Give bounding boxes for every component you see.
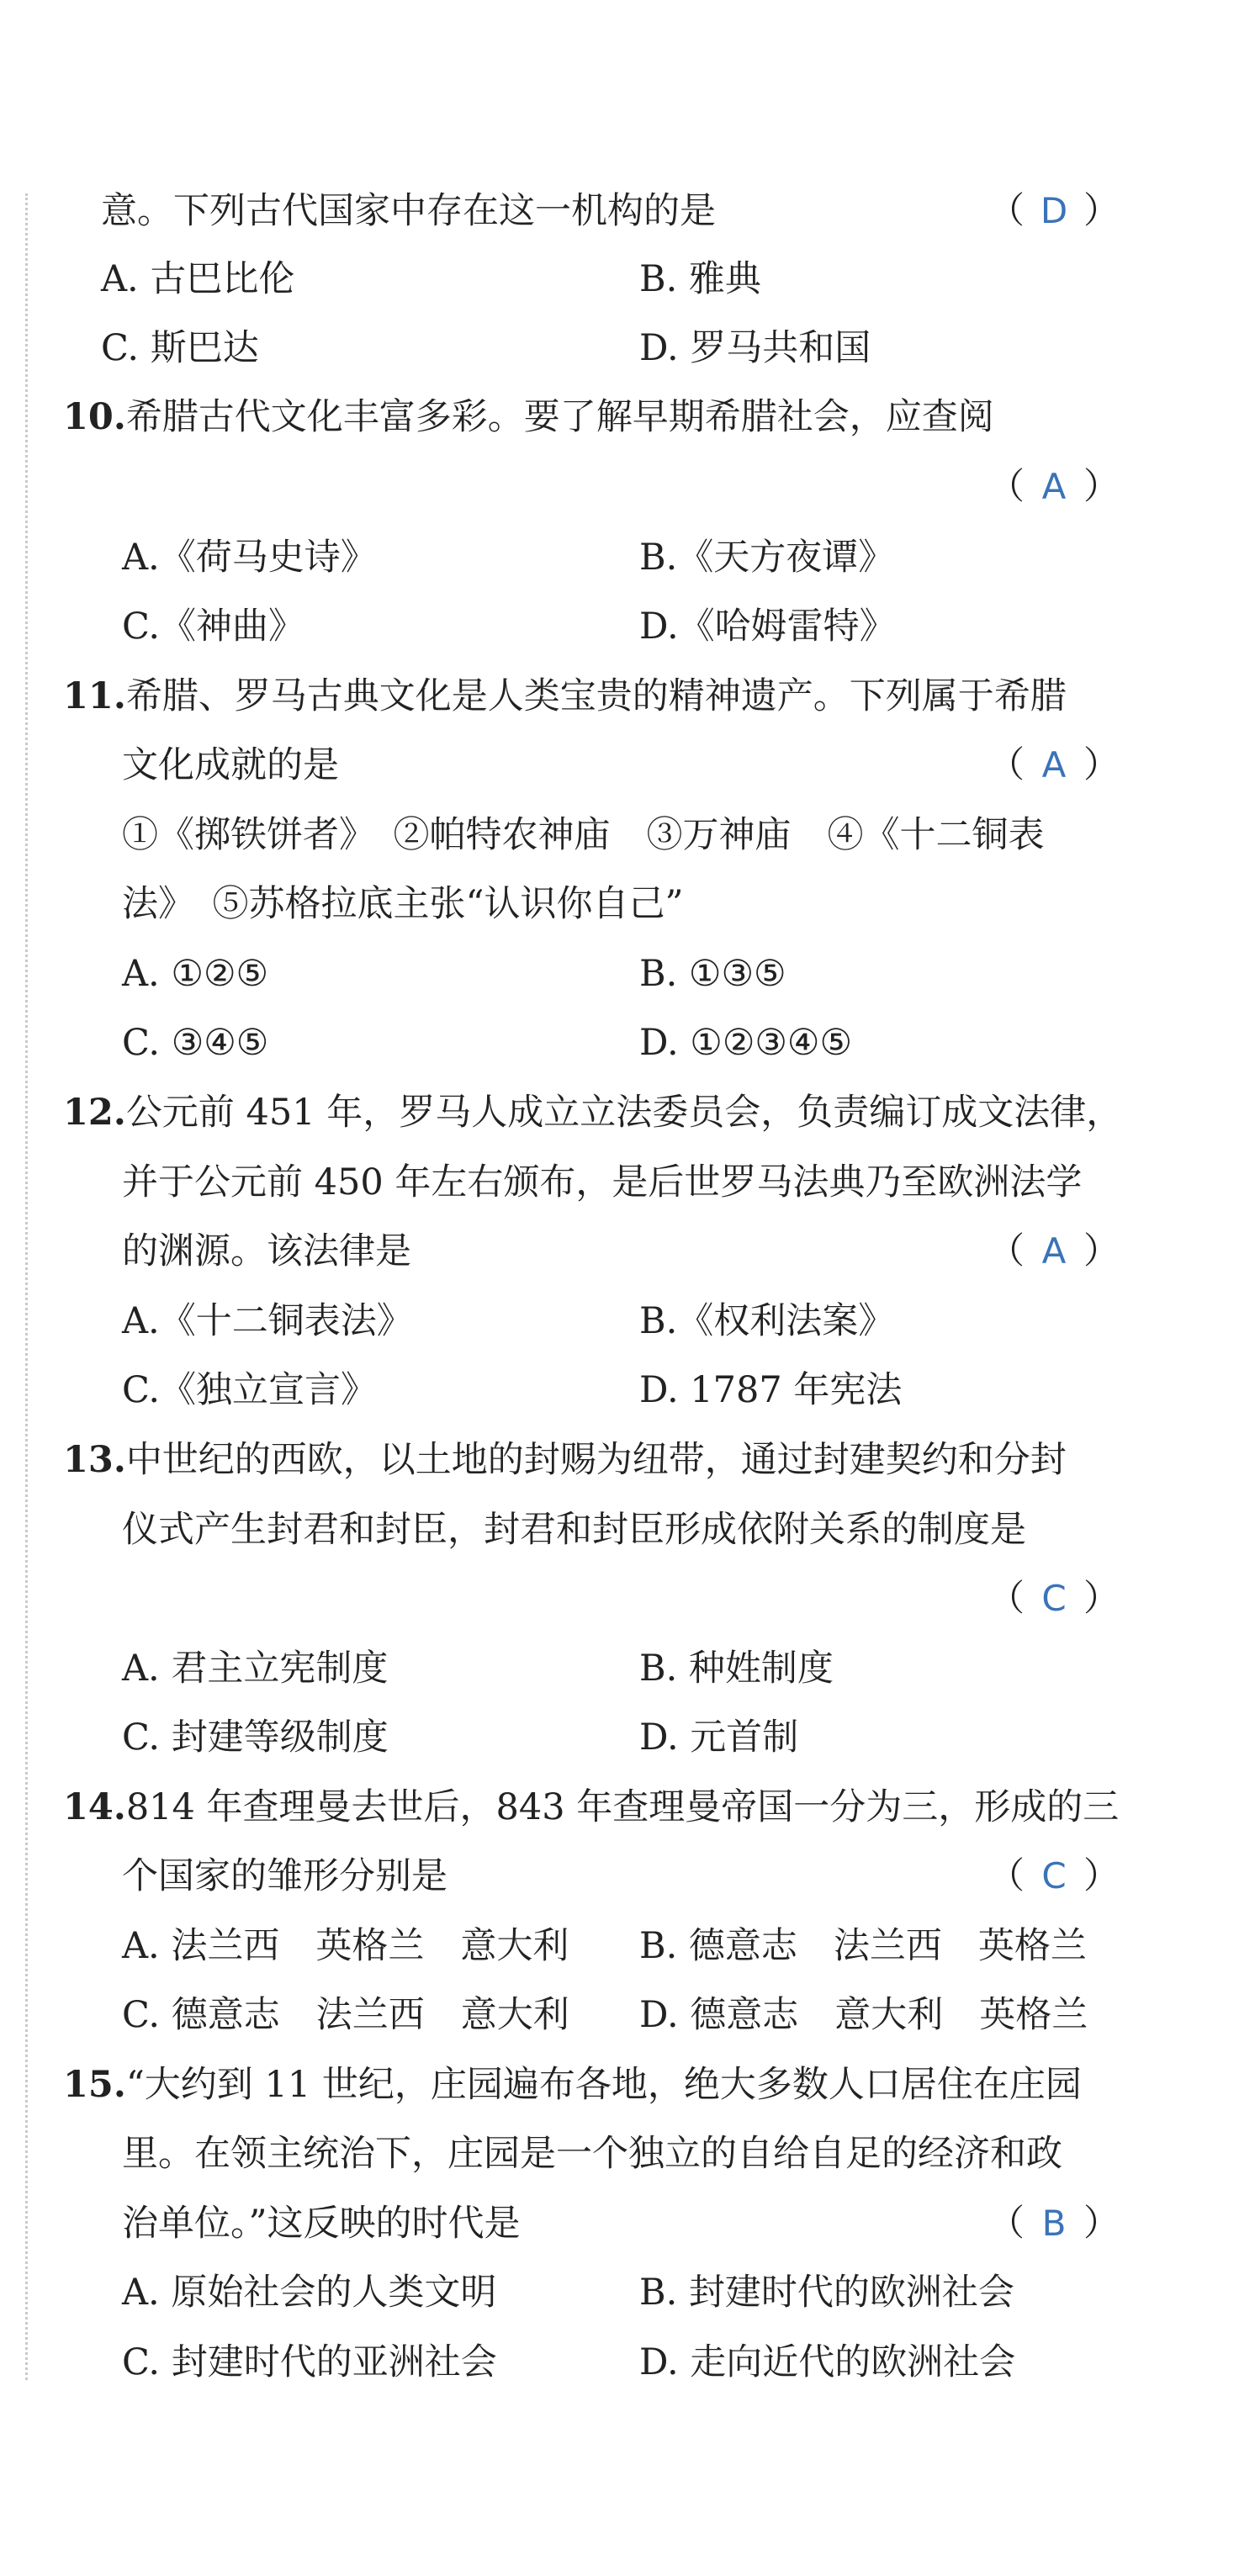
bracket-close: ）: [1083, 1230, 1120, 1272]
bracket-close: ）: [1083, 744, 1120, 786]
q13-answer: C: [1041, 1578, 1067, 1619]
q9-stem: 意。下列古代国家中存在这一机构的是: [101, 190, 716, 232]
q13-answer-bracket: [988, 1577, 1120, 1621]
q13-number: 13.: [63, 1439, 126, 1481]
bracket-open: （: [988, 1855, 1025, 1897]
q11-stem-text: 希腊、罗马古典文化是人类宝贵的精神遗产。下列属于希腊: [125, 675, 1067, 717]
q13-option-c: C. 封建等级制度: [122, 1716, 389, 1759]
q9-answer-bracket: [988, 189, 1120, 233]
q14-option-b: B. 德意志 法兰西 英格兰: [639, 1925, 1087, 1967]
bracket-close: ）: [1083, 190, 1120, 232]
q12-answer: A: [1041, 1230, 1067, 1272]
q10-answer: A: [1041, 466, 1067, 507]
q13-stem-line1: [63, 1438, 1067, 1482]
bracket-open: （: [988, 1578, 1025, 1620]
q11-answer-bracket: [988, 743, 1120, 787]
q11-items-line1: ①《掷铁饼者》 ②帕特农神庙 ③万神庙 ④《十二铜表: [122, 814, 1045, 856]
bracket-open: （: [988, 466, 1025, 508]
bracket-open: （: [988, 190, 1025, 232]
q10-number: 10.: [63, 396, 126, 438]
q10-answer-bracket: [988, 465, 1120, 509]
q15-stem-text: “大约到 11 世纪，庄园遍布各地，绝大多数人口居住在庄园: [125, 2064, 1082, 2106]
q13-option-a: A. 君主立宪制度: [122, 1648, 389, 1690]
q15-answer-bracket: [988, 2202, 1120, 2245]
q15-stem-line2: 里。在领主统治下，庄园是一个独立的自给自足的经济和政: [122, 2133, 1062, 2175]
q14-answer-bracket: [988, 1854, 1120, 1898]
q9-option-d: D. 罗马共和国: [639, 327, 871, 369]
q13-stem-text: 中世纪的西欧，以土地的封赐为纽带，通过封建契约和分封: [125, 1439, 1067, 1481]
q15-option-c: C. 封建时代的亚洲社会: [122, 2341, 497, 2383]
q11-option-a: A. ①②⑤: [122, 953, 269, 995]
q14-stem-text: 814 年查理曼去世后，843 年查理曼帝国一分为三，形成的三: [125, 1786, 1120, 1828]
q11-option-c: C. ③④⑤: [122, 1022, 269, 1064]
q11-option-d: D. ①②③④⑤: [639, 1022, 853, 1064]
q10-option-d: D.《哈姆雷特》: [639, 606, 896, 648]
q11-answer: A: [1041, 744, 1067, 785]
q11-number: 11.: [63, 675, 126, 717]
q9-option-b: B. 雅典: [639, 258, 761, 300]
q13-option-b: B. 种姓制度: [639, 1648, 834, 1690]
q15-stem-line1: [63, 2063, 1082, 2107]
q9-option-a: A. 古巴比伦: [101, 258, 295, 300]
bracket-open: （: [988, 2203, 1025, 2245]
q10-option-c: C.《神曲》: [122, 606, 305, 648]
q12-option-b: B.《权利法案》: [639, 1300, 895, 1342]
q15-stem-line3: 治单位。”这反映的时代是: [122, 2203, 521, 2245]
q12-option-c: C.《独立宣言》: [122, 1369, 378, 1411]
q14-option-c: C. 德意志 法兰西 意大利: [122, 1994, 569, 2036]
bracket-close: ）: [1083, 1578, 1120, 1620]
bracket-open: （: [988, 744, 1025, 786]
q15-option-d: D. 走向近代的欧洲社会: [639, 2341, 1016, 2383]
q9-option-c: C. 斯巴达: [101, 327, 259, 369]
q10-stem: [63, 395, 994, 439]
q15-answer: B: [1041, 2203, 1067, 2244]
bracket-close: ）: [1083, 1855, 1120, 1897]
q10-option-b: B.《天方夜谭》: [639, 537, 895, 579]
q12-number: 12.: [63, 1092, 126, 1134]
q12-answer-bracket: [988, 1230, 1120, 1273]
q14-option-a: A. 法兰西 英格兰 意大利: [122, 1925, 569, 1967]
q14-option-d: D. 德意志 意大利 英格兰: [639, 1994, 1088, 2036]
q11-stem-line2: 文化成就的是: [122, 744, 339, 786]
q12-stem-line3: 的渊源。该法律是: [122, 1230, 411, 1272]
q10-option-a: A.《荷马史诗》: [122, 537, 377, 579]
q15-option-b: B. 封建时代的欧洲社会: [639, 2272, 1014, 2314]
q11-stem-line1: [63, 674, 1067, 718]
q11-items-line2: 法》 ⑤苏格拉底主张“认识你自己”: [122, 883, 684, 925]
bracket-open: （: [988, 1230, 1025, 1272]
q13-stem-line2: 仪式产生封君和封臣，封君和封臣形成依附关系的制度是: [122, 1509, 1026, 1551]
q14-answer: C: [1041, 1855, 1067, 1896]
q12-option-d: D. 1787 年宪法: [639, 1369, 903, 1411]
bracket-close: ）: [1083, 2203, 1120, 2245]
q12-stem-text: 公元前 451 年，罗马人成立立法委员会，负责编订成文法律，: [125, 1092, 1123, 1134]
q11-option-b: B. ①③⑤: [639, 953, 786, 995]
bracket-close: ）: [1083, 466, 1120, 508]
q12-option-a: A.《十二铜表法》: [122, 1300, 413, 1342]
q13-option-d: D. 元首制: [639, 1716, 799, 1759]
q9-answer: D: [1040, 190, 1068, 231]
q14-stem-line2: 个国家的雏形分别是: [122, 1855, 447, 1897]
q12-stem-line1: [63, 1091, 1122, 1135]
q15-option-a: A. 原始社会的人类文明: [122, 2272, 497, 2314]
q14-stem-line1: [63, 1785, 1119, 1829]
q10-stem-text: 希腊古代文化丰富多彩。要了解早期希腊社会，应查阅: [125, 396, 994, 438]
q15-number: 15.: [63, 2064, 126, 2106]
q12-stem-line2: 并于公元前 450 年左右颁布，是后世罗马法典乃至欧洲法学: [122, 1161, 1083, 1203]
q14-number: 14.: [63, 1786, 126, 1828]
